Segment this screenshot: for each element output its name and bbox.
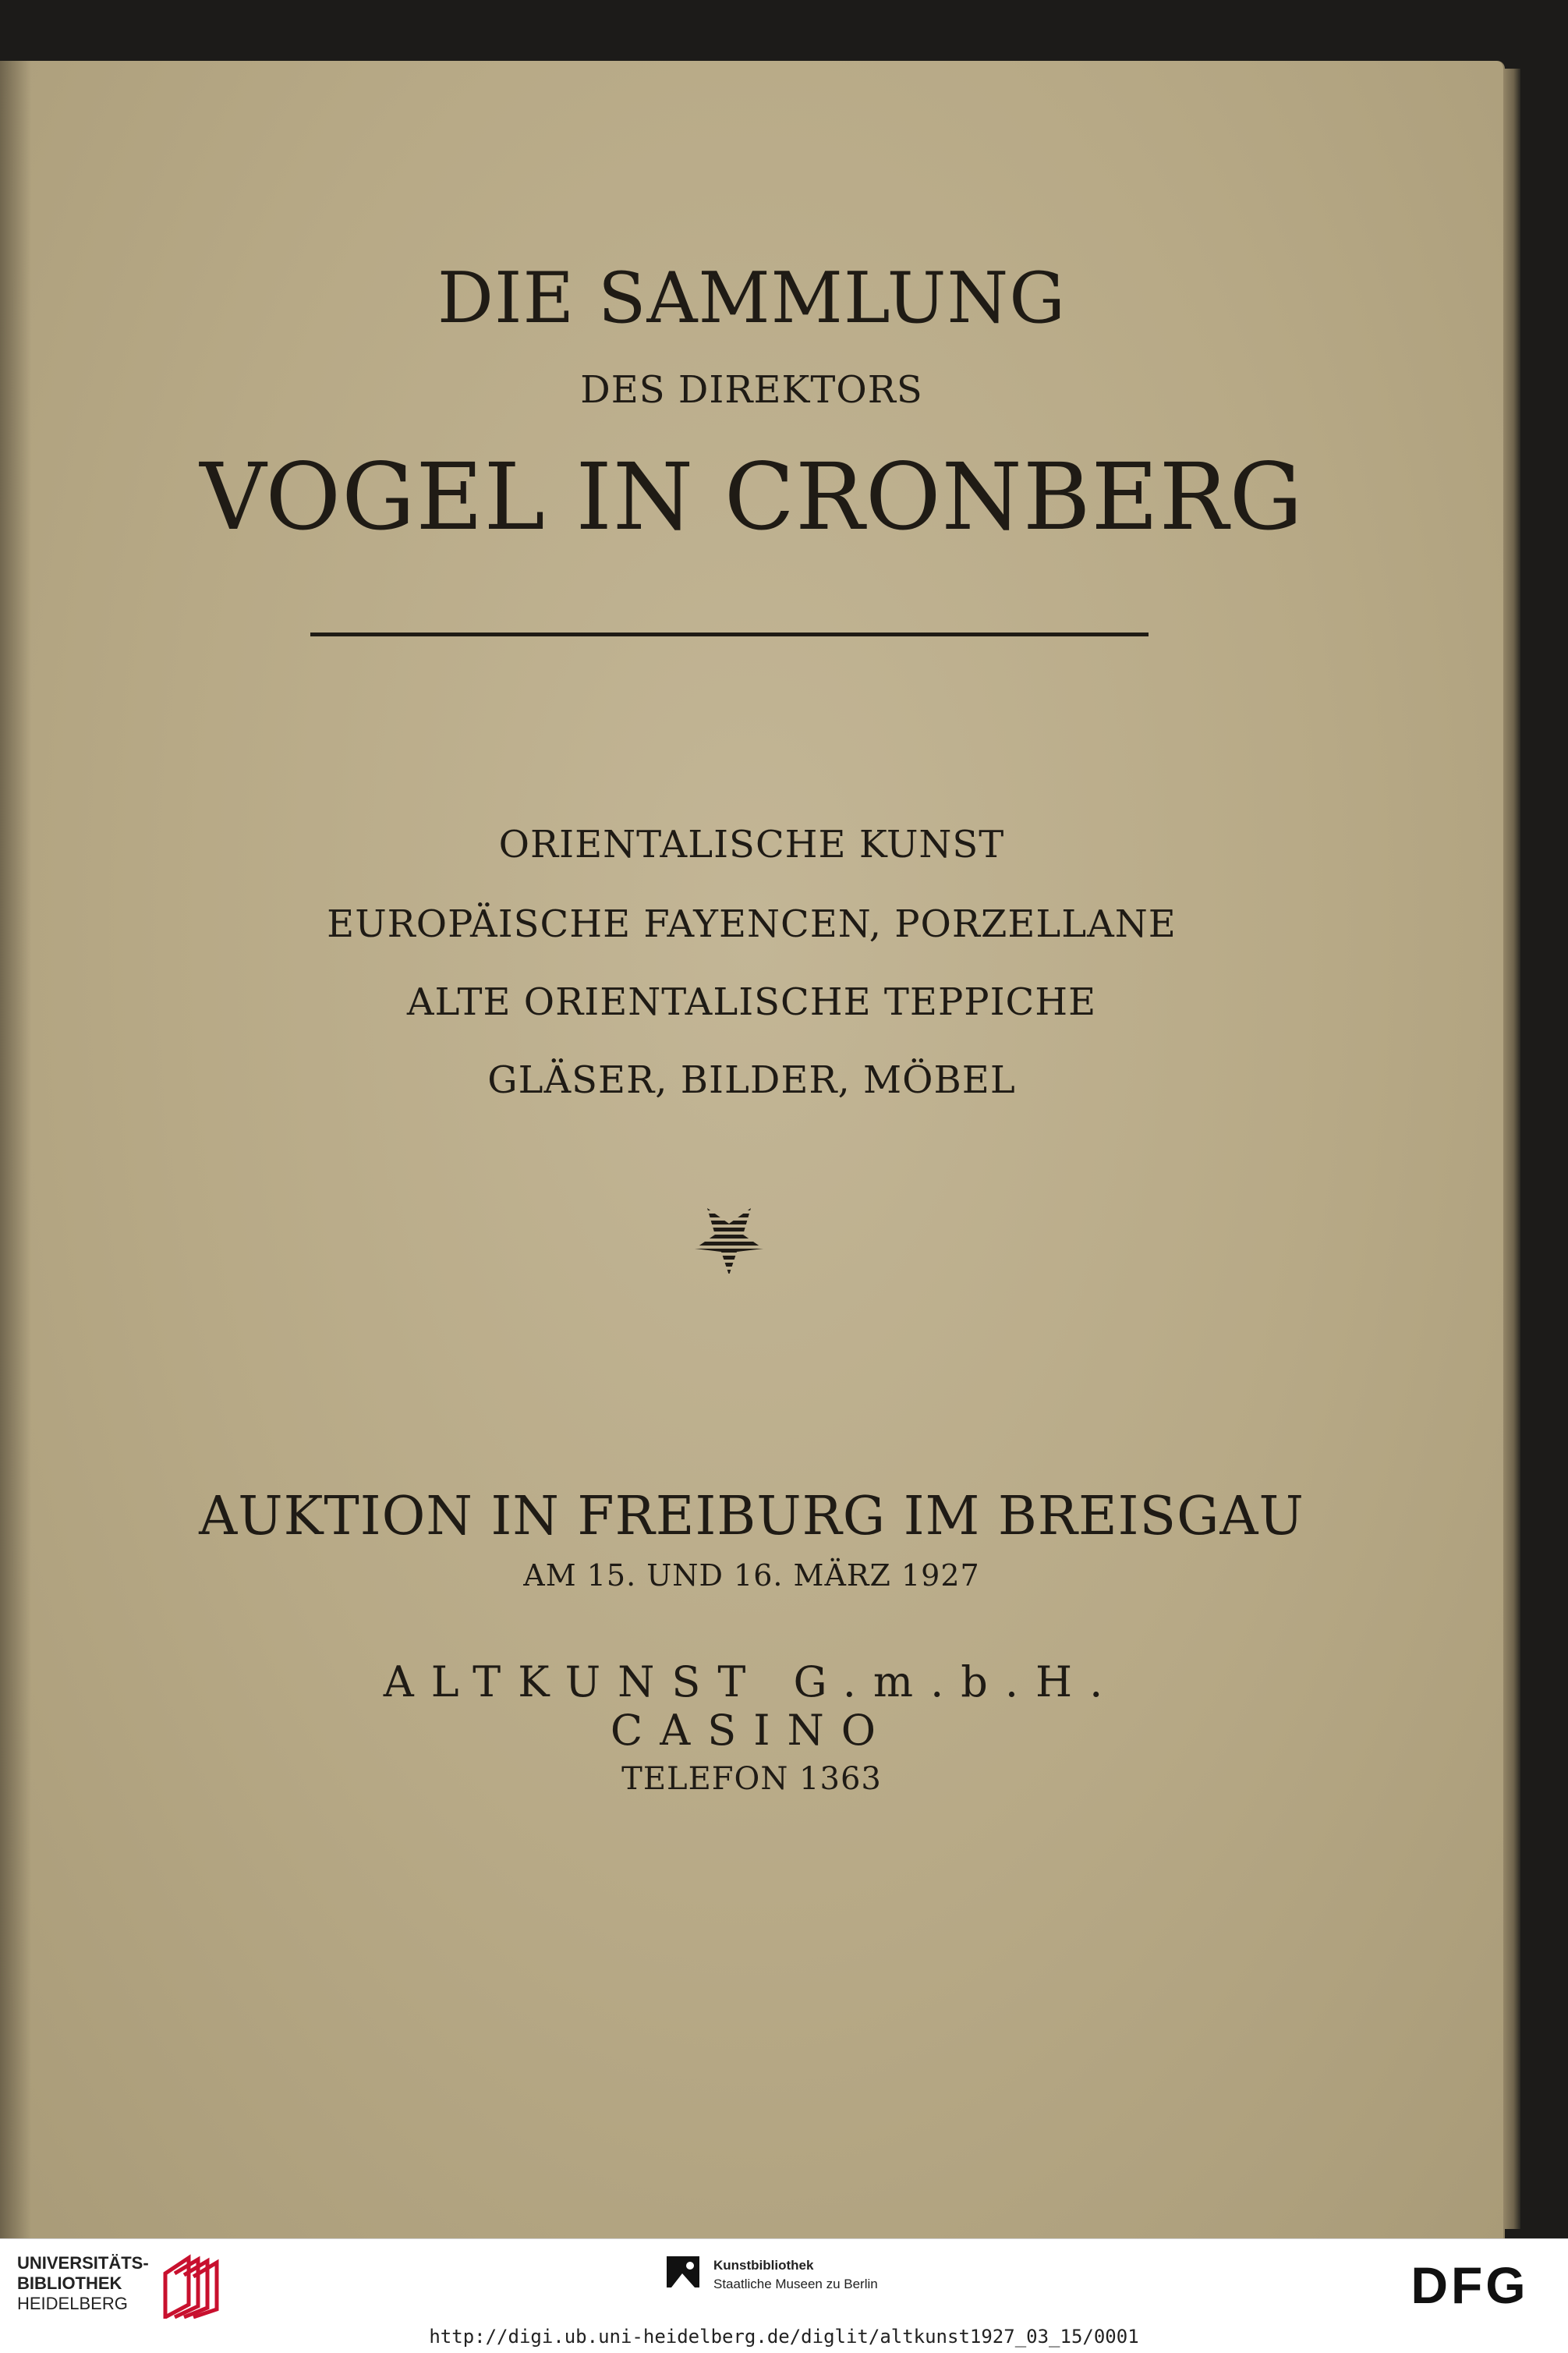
- auction-location: AUKTION IN FREIBURG IM BREISGAU: [199, 1486, 1304, 1547]
- auction-dates: AM 15. UND 16. MÄRZ 1927: [523, 1558, 980, 1593]
- title-line-collection: DIE SAMMLUNG: [437, 257, 1067, 339]
- library-footer: [0, 2238, 1568, 2323]
- ub-book-mark-icon: [158, 2250, 228, 2319]
- page-edge: [1503, 69, 1520, 2229]
- topic-line: ALTE ORIENTALISCHE TEPPICHE: [406, 980, 1097, 1024]
- dfg-logo-text: DFG: [1410, 2256, 1529, 2314]
- ub-logo-text: UNIVERSITÄTS-: [17, 2253, 149, 2273]
- star-ornament-icon: [692, 1203, 766, 1278]
- topic-line: GLÄSER, BILDER, MÖBEL: [487, 1058, 1016, 1102]
- title-line-owner: VOGEL IN CRONBERG: [200, 443, 1304, 551]
- ub-logo-text: HEIDELBERG: [17, 2294, 128, 2313]
- auction-house-name: ALTKUNST G.m.b.H.: [383, 1657, 1120, 1706]
- auction-telephone: TELEFON 1363: [621, 1761, 882, 1797]
- permalink-url[interactable]: http://digi.ub.uni-heidelberg.de/diglit/altkunst1927_03_15/0001: [429, 2326, 1139, 2348]
- kb-logo-subtitle: Staatliche Museen zu Berlin: [713, 2277, 878, 2291]
- topic-line: ORIENTALISCHE KUNST: [498, 823, 1005, 866]
- permalink-bar: [0, 2323, 1568, 2353]
- dfg-logo[interactable]: [1392, 2255, 1548, 2317]
- title-line-director: DES DIREKTORS: [580, 368, 923, 412]
- ub-logo-text: BIBLIOTHEK: [17, 2273, 122, 2293]
- kunstbibliothek-mark-icon: [667, 2256, 699, 2295]
- topic-line: EUROPÄISCHE FAYENCEN, PORZELLANE: [327, 902, 1177, 946]
- auction-venue: CASINO: [610, 1706, 894, 1755]
- kunstbibliothek-logo[interactable]: [667, 2255, 963, 2317]
- kb-logo-title: Kunstbibliothek: [713, 2258, 814, 2273]
- title-rule: [310, 633, 1149, 636]
- ub-heidelberg-logo[interactable]: [17, 2248, 228, 2319]
